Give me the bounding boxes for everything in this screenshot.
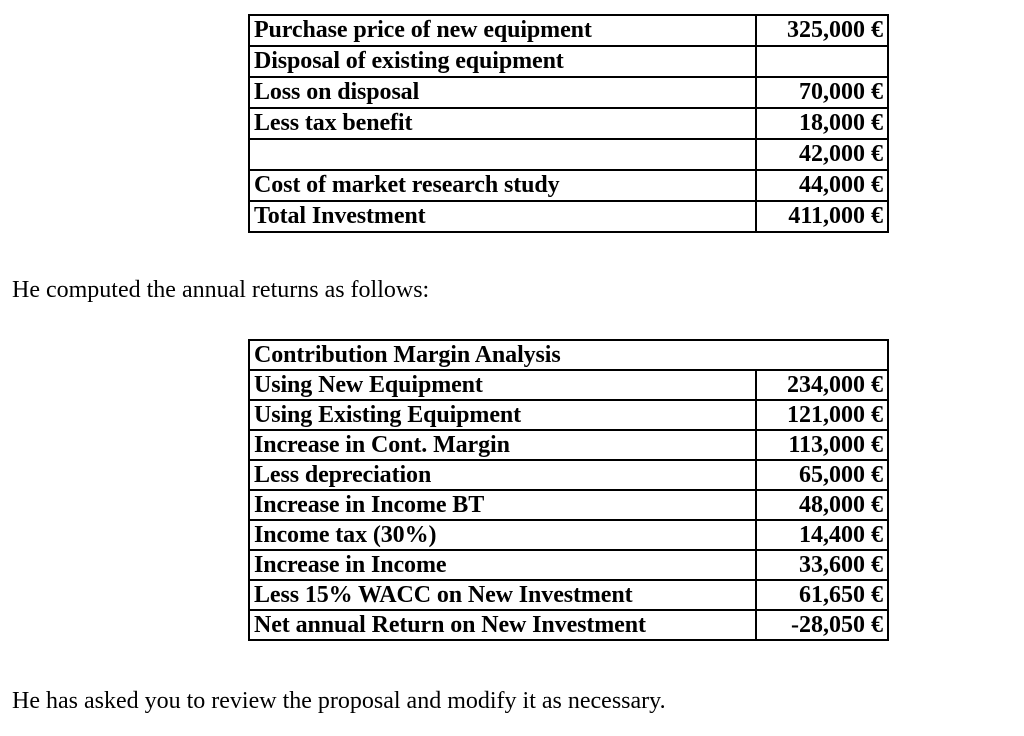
row-value: 61,650 €	[756, 580, 888, 610]
table-row	[249, 170, 888, 201]
row-label: Purchase price of new equipment	[249, 15, 756, 46]
table-row	[249, 580, 888, 610]
table-row	[249, 15, 888, 46]
row-label: Using New Equipment	[249, 370, 756, 400]
table-header-row	[249, 340, 888, 370]
table-row	[249, 46, 888, 77]
table-row	[249, 77, 888, 108]
row-label: Loss on disposal	[249, 77, 756, 108]
row-label: Increase in Income BT	[249, 490, 756, 520]
row-value: 18,000 €	[756, 108, 888, 139]
investment-table	[248, 14, 889, 233]
row-value: 42,000 €	[756, 139, 888, 170]
table-row	[249, 490, 888, 520]
row-value: 325,000 €	[756, 15, 888, 46]
table-row	[249, 108, 888, 139]
row-value: 113,000 €	[756, 430, 888, 460]
row-label: Less 15% WACC on New Investment	[249, 580, 756, 610]
row-value	[756, 46, 888, 77]
returns-table	[248, 339, 889, 641]
row-label: Less depreciation	[249, 460, 756, 490]
table-row	[249, 550, 888, 580]
row-label	[249, 139, 756, 170]
table-row	[249, 610, 888, 640]
row-label: Less tax benefit	[249, 108, 756, 139]
row-value: 44,000 €	[756, 170, 888, 201]
row-label: Increase in Cont. Margin	[249, 430, 756, 460]
row-label: Income tax (30%)	[249, 520, 756, 550]
table-row	[249, 460, 888, 490]
table-row	[249, 400, 888, 430]
row-label: Disposal of existing equipment	[249, 46, 756, 77]
table-row	[249, 201, 888, 232]
closing-paragraph: He has asked you to review the proposal and modify it as necessary.	[12, 688, 666, 714]
table-header: Contribution Margin Analysis	[249, 340, 888, 370]
table-row	[249, 430, 888, 460]
row-label: Total Investment	[249, 201, 756, 232]
row-label: Net annual Return on New Investment	[249, 610, 756, 640]
row-value: 411,000 €	[756, 201, 888, 232]
table-row	[249, 520, 888, 550]
intro-paragraph: He computed the annual returns as follows:	[12, 277, 430, 303]
row-value: 121,000 €	[756, 400, 888, 430]
row-label: Increase in Income	[249, 550, 756, 580]
row-value: 33,600 €	[756, 550, 888, 580]
row-value: 65,000 €	[756, 460, 888, 490]
row-value: 48,000 €	[756, 490, 888, 520]
row-value: 70,000 €	[756, 77, 888, 108]
row-value: 234,000 €	[756, 370, 888, 400]
table-row	[249, 139, 888, 170]
row-value: 14,400 €	[756, 520, 888, 550]
row-label: Using Existing Equipment	[249, 400, 756, 430]
row-label: Cost of market research study	[249, 170, 756, 201]
table-row	[249, 370, 888, 400]
row-value: -28,050 €	[756, 610, 888, 640]
